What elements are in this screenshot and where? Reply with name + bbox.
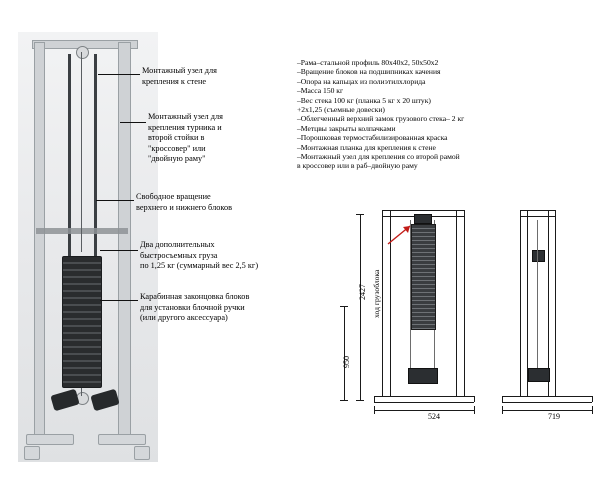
callout-carabiner: Карабинная законцовка блоков для установки блочной ручки (или другого аксессуара) [140, 292, 250, 322]
dim-height-tick-top [356, 214, 364, 215]
dim-travel-tick-bottom [340, 400, 348, 401]
callout-wall-mount: Монтажный узел для крепления к стене [142, 66, 217, 86]
machine-photo [18, 32, 158, 462]
fe-top-beam [382, 210, 465, 211]
fe-base-right [474, 396, 475, 402]
dim-width-front: 524 [428, 412, 440, 421]
fe-right-post-inner [456, 210, 457, 396]
leader-extra-weights [100, 250, 138, 251]
spec-item: +2х1,25 (съемные довески) [297, 105, 385, 115]
callout-extra-weights: Два дополнительных быстросъемных груза по 1,25 кг (суммарный вес 2,5 кг) [140, 240, 259, 270]
red-arrow-annotation [386, 222, 416, 248]
se-top-beam [520, 210, 556, 211]
leader-rotation [96, 200, 134, 201]
leader-wall-mount [98, 74, 140, 75]
weight-stack [62, 256, 102, 388]
fe-base-line [374, 396, 474, 397]
fe-left-post [382, 210, 383, 396]
dim-travel-line [344, 306, 345, 400]
dim-travel-tick-top [340, 306, 348, 307]
spec-list [297, 58, 597, 171]
callout-free-rotation: Свободное вращение верхнего и нижнего блоков [136, 192, 233, 212]
se-base-left [502, 396, 503, 402]
photo-cross-bar [36, 228, 128, 234]
spec-item: –Рама–стальной профиль 80х40х2, 50х50х2 [297, 58, 439, 67]
fe-base-line2 [374, 402, 474, 403]
cable-upper [81, 52, 82, 252]
fe-width-tick-left [374, 406, 375, 414]
se-width-dim-line [502, 410, 592, 411]
dim-height-tick-bottom [356, 400, 364, 401]
foot-left [26, 434, 74, 445]
se-base-line2 [502, 402, 592, 403]
se-base-line [502, 396, 592, 397]
se-width-tick-left [502, 406, 503, 414]
se-top-beam-inner [520, 216, 556, 217]
spec-item: –Масса 150 кг [297, 86, 344, 96]
foot-right [98, 434, 146, 445]
photo-right-post [118, 42, 131, 436]
fe-base-left [374, 396, 375, 402]
spec-item: –Монтажная планка для крепления к стене [297, 142, 436, 152]
dim-height-line [360, 214, 361, 400]
fe-top-block [414, 214, 432, 224]
se-carriage [532, 250, 545, 262]
spec-item: –Облегченный верхний замок грузового стека– 2 кг [297, 114, 465, 124]
se-rod [537, 220, 538, 370]
se-width-tick-right [592, 406, 593, 414]
dim-travel-height: 950 [342, 356, 351, 368]
fe-bottom-assembly [408, 368, 438, 384]
callout-crossover-mount: Монтажный узел для крепления турника и второй стойки в "кроссовер" или "двойную раму" [148, 112, 223, 163]
spec-item: –Порошковая термостабилизированная краска [297, 133, 448, 143]
se-left-post [520, 210, 521, 396]
spec-item: –Метцвы закрыты колпачками [297, 123, 396, 133]
fe-width-dim-line [374, 410, 474, 411]
foot-pad-left [24, 446, 40, 460]
fe-right-post [464, 210, 465, 396]
pad-right [90, 389, 119, 412]
foot-pad-right [134, 446, 150, 460]
leader-carabiner [100, 300, 138, 301]
spec-item: –Вес стека 100 кг (планка 5 кг х 20 штук) [297, 95, 431, 105]
dim-travel-note: ход грузоблока [372, 269, 381, 318]
spec-item: –Опора на капьцах из полиэтилхлорида [297, 76, 426, 86]
se-base-right [592, 396, 593, 402]
spec-item: в кроссовер или в раб–двойную раму [297, 161, 418, 171]
leader-crossover [120, 122, 146, 123]
se-bottom-assembly [528, 368, 550, 382]
fe-width-tick-right [474, 406, 475, 414]
photo-left-post [34, 42, 45, 436]
side-elevation-drawing [500, 210, 600, 410]
top-pulley-icon [76, 46, 89, 59]
dim-width-side: 719 [548, 412, 560, 421]
dim-total-height: 2427 [358, 284, 367, 300]
se-right-post [555, 210, 556, 396]
spec-item: –Монтажный узел для крепления со второй рамой [297, 152, 460, 162]
pad-left [50, 389, 79, 412]
spec-item: –Вращение блоков на подшипниках качения [297, 67, 441, 77]
